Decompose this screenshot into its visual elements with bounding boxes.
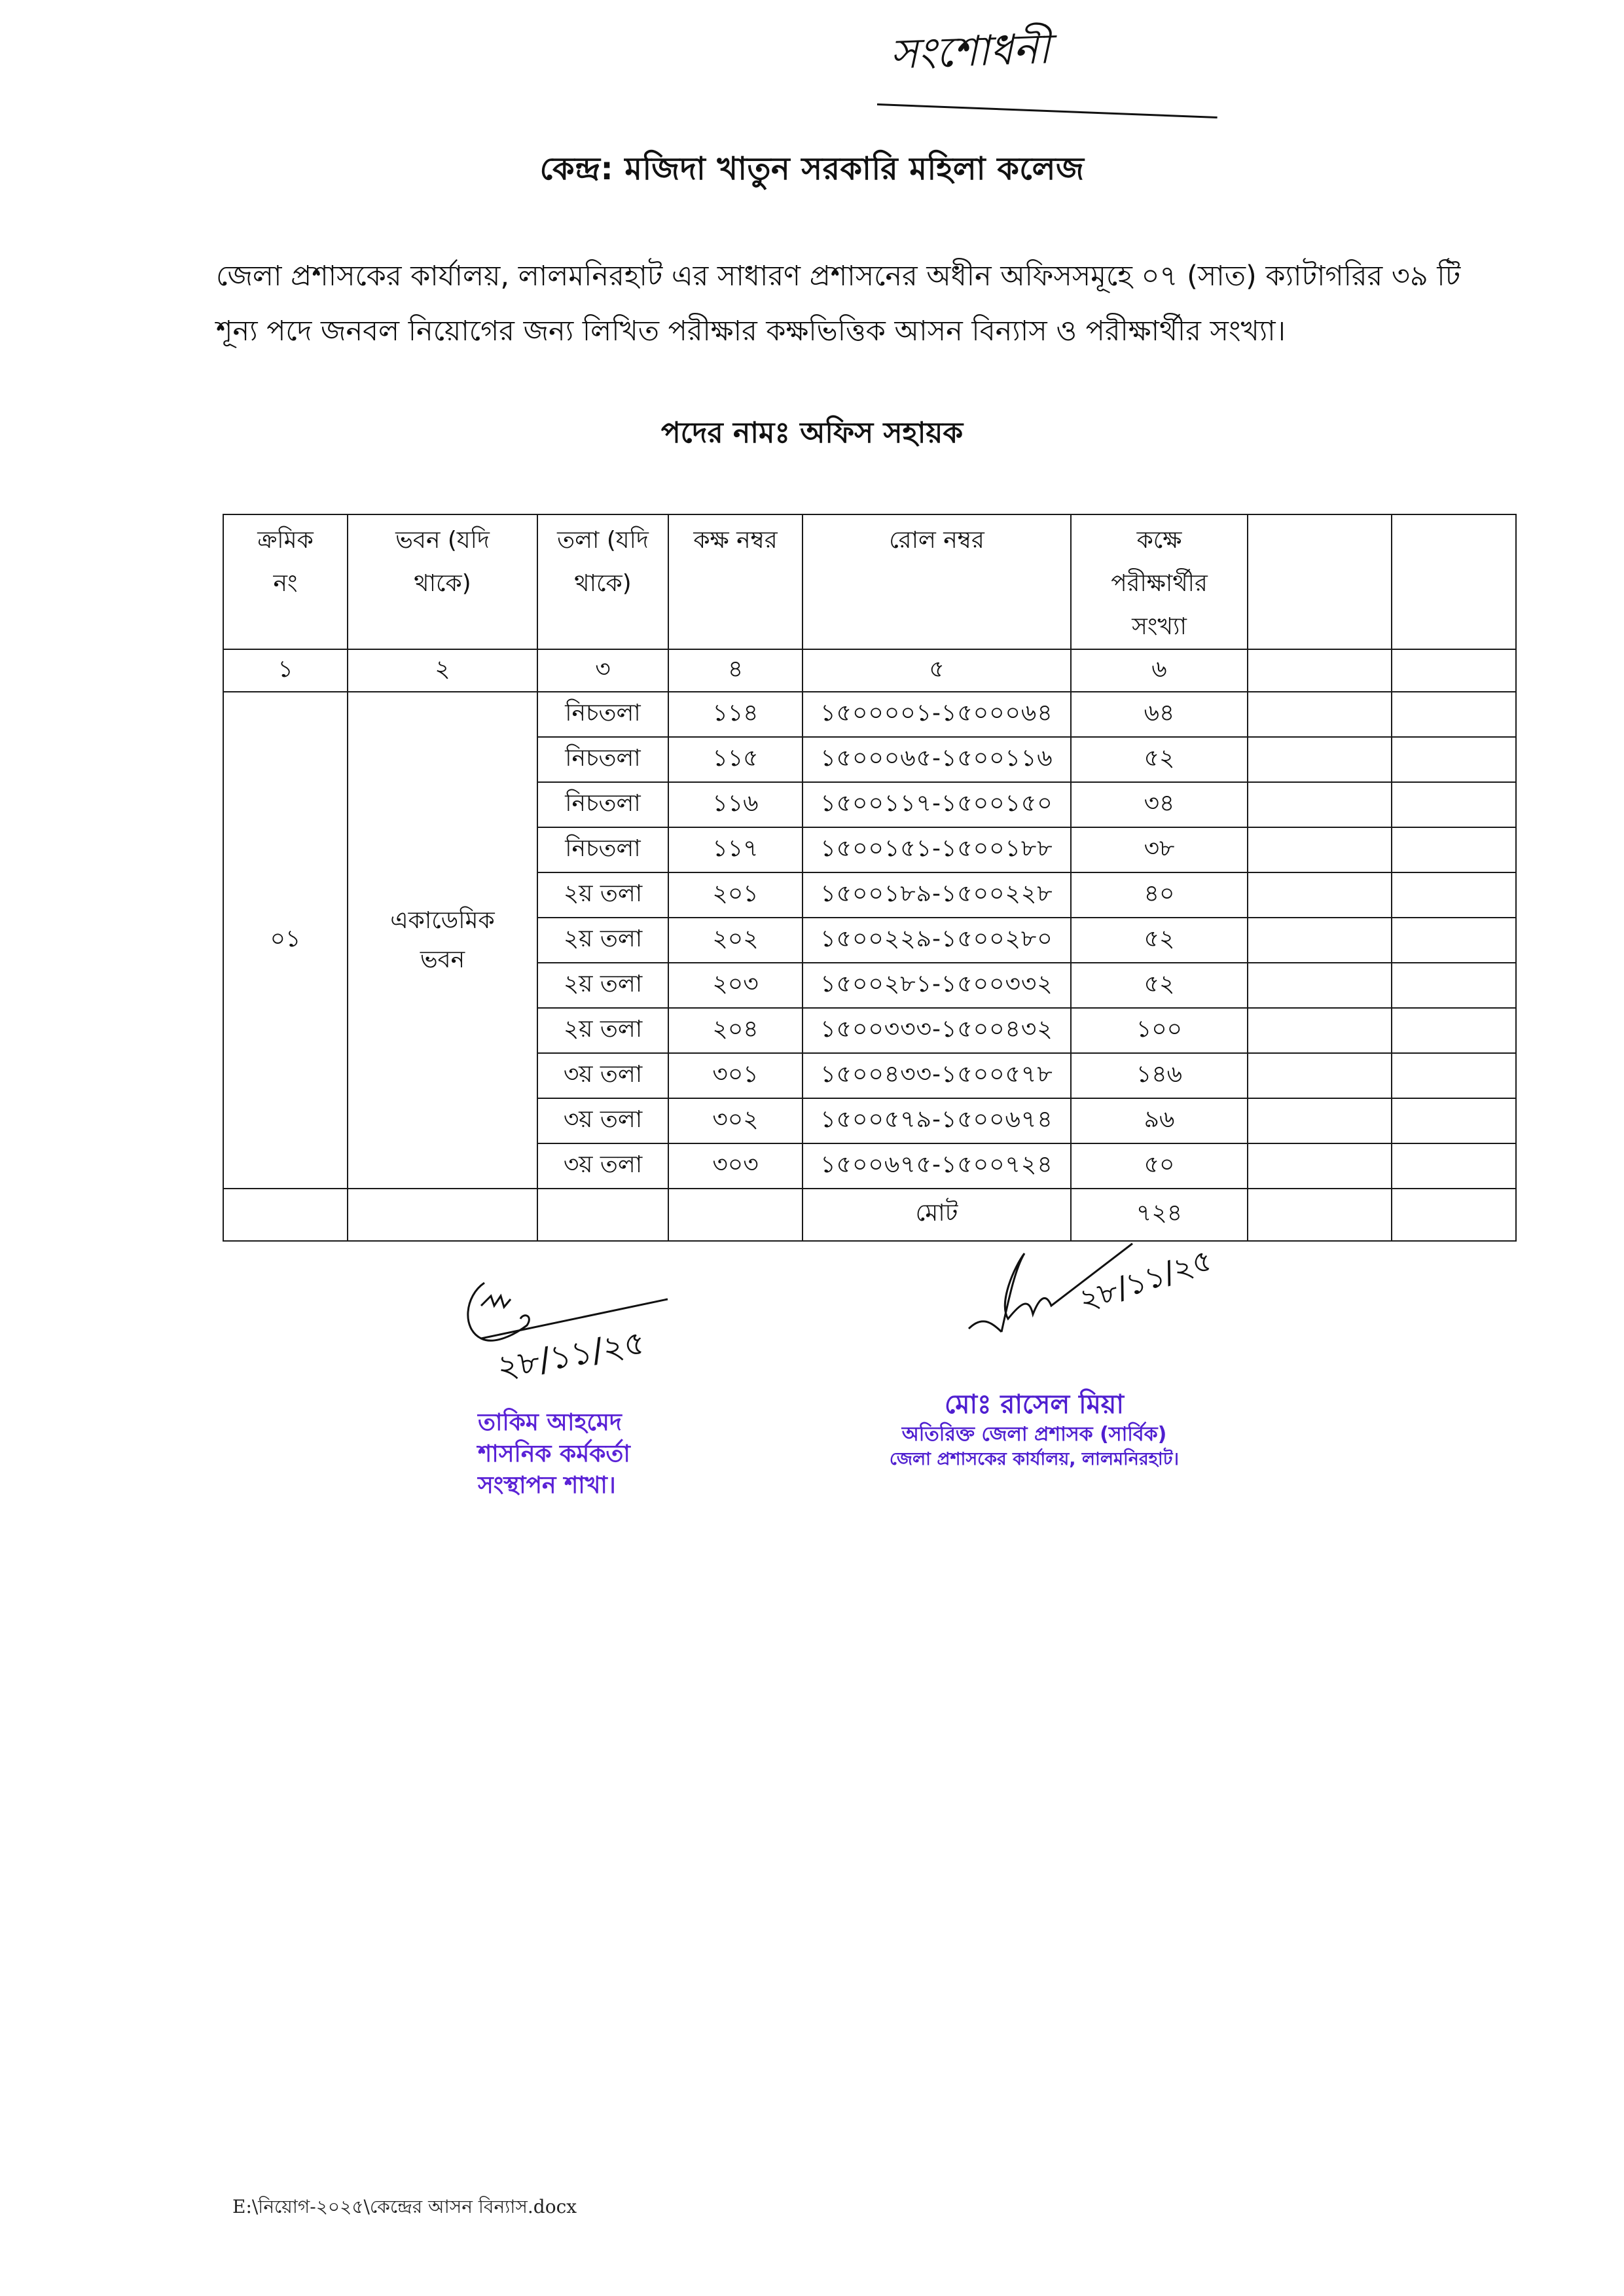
roll-cell: ১৫০০০০১-১৫০০০৬৪ xyxy=(803,692,1071,737)
empty-cell xyxy=(1248,692,1392,737)
floor-cell: ৩য় তলা xyxy=(537,1053,668,1098)
empty-cell xyxy=(1248,963,1392,1008)
right-official-stamp xyxy=(864,1388,1204,1471)
count-cell: ১০০ xyxy=(1071,1008,1248,1053)
room-cell: ২০১ xyxy=(668,872,803,918)
floor-cell: নিচতলা xyxy=(537,782,668,827)
count-cell: ৪০ xyxy=(1071,872,1248,918)
empty-cell xyxy=(1248,737,1392,782)
empty-cell xyxy=(1392,1008,1516,1053)
floor-cell: ২য় তলা xyxy=(537,1008,668,1053)
seat-plan-table xyxy=(223,514,1517,1242)
table-body xyxy=(223,692,1516,1189)
left-stamp-line: তাকিম আহমেদ xyxy=(478,1409,622,1436)
roll-cell: ১৫০০৫৭৯-১৫০০৬৭৪ xyxy=(803,1098,1071,1143)
count-cell: ৯৬ xyxy=(1071,1098,1248,1143)
room-cell: ৩০২ xyxy=(668,1098,803,1143)
empty-cell xyxy=(1392,963,1516,1008)
total-row xyxy=(223,1189,1516,1241)
header-serial: ক্রমিক নং xyxy=(223,514,348,649)
floor-cell: ৩য় তলা xyxy=(537,1098,668,1143)
empty-cell xyxy=(1248,918,1392,963)
center-title: কেন্দ্র: মজিদা খাতুন সরকারি মহিলা কলেজ xyxy=(539,151,1085,187)
index-cell: ৩ xyxy=(537,649,668,692)
count-cell: ৩৪ xyxy=(1071,782,1248,827)
floor-cell: ৩য় তলা xyxy=(537,1143,668,1189)
left-signature-date: ২৮/১১/২৫ xyxy=(494,1323,649,1387)
count-cell: ১৪৬ xyxy=(1071,1053,1248,1098)
empty-cell xyxy=(1392,827,1516,872)
table-row xyxy=(223,692,1516,737)
total-empty-cell xyxy=(1248,1189,1392,1241)
column-index-row xyxy=(223,649,1516,692)
stamp-officer-name: মোঃ রাসেল মিয়া xyxy=(945,1390,1124,1420)
empty-cell xyxy=(1392,1143,1516,1189)
right-signature-date: ২৮/১১/২৫ xyxy=(1074,1242,1217,1318)
roll-cell: ১৫০০১১৭-১৫০০১৫০ xyxy=(803,782,1071,827)
total-value: ৭২৪ xyxy=(1071,1189,1248,1241)
total-empty-cell xyxy=(1392,1189,1516,1241)
floor-cell: নিচতলা xyxy=(537,692,668,737)
room-cell: ১১৫ xyxy=(668,737,803,782)
footer-file-path: E:\নিয়োগ-২০২৫\কেন্দ্রের আসন বিন্যাস.docx xyxy=(232,2196,577,2217)
count-cell: ৩৮ xyxy=(1071,827,1248,872)
room-cell: ১১৪ xyxy=(668,692,803,737)
total-empty-cell xyxy=(348,1189,537,1241)
top-annotation-underline xyxy=(877,103,1218,118)
floor-cell: ২য় তলা xyxy=(537,918,668,963)
empty-cell xyxy=(1248,782,1392,827)
header-roll: রোল নম্বর xyxy=(803,514,1071,649)
roll-cell: ১৫০০৬৭৫-১৫০০৭২৪ xyxy=(803,1143,1071,1189)
empty-cell xyxy=(1392,737,1516,782)
count-cell: ৫০ xyxy=(1071,1143,1248,1189)
roll-cell: ১৫০০২৮১-১৫০০৩৩২ xyxy=(803,963,1071,1008)
index-cell: ২ xyxy=(348,649,537,692)
empty-cell xyxy=(1392,872,1516,918)
header-room: কক্ষ নম্বর xyxy=(668,514,803,649)
room-cell: ১১৬ xyxy=(668,782,803,827)
roll-cell: ১৫০০০৬৫-১৫০০১১৬ xyxy=(803,737,1071,782)
floor-cell: ২য় তলা xyxy=(537,872,668,918)
roll-cell: ১৫০০৪৩৩-১৫০০৫৭৮ xyxy=(803,1053,1071,1098)
empty-cell xyxy=(1248,1143,1392,1189)
empty-cell xyxy=(1392,918,1516,963)
left-stamp-line: সংস্থাপন শাখা। xyxy=(478,1472,616,1499)
left-stamp-line: শাসনিক কর্মকর্তা xyxy=(478,1441,630,1467)
empty-cell xyxy=(1392,1098,1516,1143)
serial-cell: ০১ xyxy=(223,692,348,1189)
room-cell: ২০৪ xyxy=(668,1008,803,1053)
empty-cell xyxy=(1392,782,1516,827)
count-cell: ৫২ xyxy=(1071,918,1248,963)
empty-cell xyxy=(1392,692,1516,737)
room-cell: ৩০৩ xyxy=(668,1143,803,1189)
floor-cell: ২য় তলা xyxy=(537,963,668,1008)
table-header-row xyxy=(223,514,1516,649)
empty-cell xyxy=(1392,1053,1516,1098)
empty-cell xyxy=(1248,1008,1392,1053)
roll-cell: ১৫০০৩৩৩-১৫০০৪৩২ xyxy=(803,1008,1071,1053)
index-cell: ১ xyxy=(223,649,348,692)
header-blank-1 xyxy=(1248,514,1392,649)
room-cell: ২০৩ xyxy=(668,963,803,1008)
total-label: মোট xyxy=(803,1189,1071,1241)
header-floor: তলা (যদি থাকে) xyxy=(537,514,668,649)
top-handwritten-annotation xyxy=(864,26,1231,118)
intro-paragraph: জেলা প্রশাসকের কার্যালয়, লালমনিরহাট এর সাধারণ প্রশাসনের অধীন অফিসসমূহে ০৭ (সাত) ক্যাটাগরির ৩৯ টি শূন্য পদে জনবল নিয়োগের জন্য লিখিত পরীক্ষার কক্ষভিত্তিক আসন বিন্যাস ও পরীক্ষার্থীর সংখ্যা। xyxy=(216,260,1461,348)
header-blank-2 xyxy=(1392,514,1516,649)
room-cell: ১১৭ xyxy=(668,827,803,872)
index-cell xyxy=(1248,649,1392,692)
empty-cell xyxy=(1248,1053,1392,1098)
index-cell: ৫ xyxy=(803,649,1071,692)
empty-cell xyxy=(1248,872,1392,918)
top-annotation-text: সংশোধনী xyxy=(889,25,1051,79)
roll-cell: ১৫০০১৮৯-১৫০০২২৮ xyxy=(803,872,1071,918)
building-cell: একাডেমিক ভবন xyxy=(348,692,537,1189)
post-title: পদের নামঃ অফিস সহায়ক xyxy=(660,416,964,450)
header-count: কক্ষে পরীক্ষার্থীর সংখ্যা xyxy=(1071,514,1248,649)
roll-cell: ১৫০০১৫১-১৫০০১৮৮ xyxy=(803,827,1071,872)
floor-cell: নিচতলা xyxy=(537,827,668,872)
count-cell: ৫২ xyxy=(1071,963,1248,1008)
index-cell: ৬ xyxy=(1071,649,1248,692)
left-official-stamp xyxy=(478,1407,792,1501)
total-empty-cell xyxy=(223,1189,348,1241)
room-cell: ২০২ xyxy=(668,918,803,963)
count-cell: ৬৪ xyxy=(1071,692,1248,737)
empty-cell xyxy=(1248,1098,1392,1143)
room-cell: ৩০১ xyxy=(668,1053,803,1098)
roll-cell: ১৫০০২২৯-১৫০০২৮০ xyxy=(803,918,1071,963)
empty-cell xyxy=(1248,827,1392,872)
count-cell: ৫২ xyxy=(1071,737,1248,782)
index-cell xyxy=(1392,649,1516,692)
index-cell: ৪ xyxy=(668,649,803,692)
stamp-office: জেলা প্রশাসকের কার্যালয়, লালমনিরহাট। xyxy=(889,1449,1180,1469)
floor-cell: নিচতলা xyxy=(537,737,668,782)
total-empty-cell xyxy=(537,1189,668,1241)
stamp-designation: অতিরিক্ত জেলা প্রশাসক (সার্বিক) xyxy=(901,1423,1167,1446)
total-empty-cell xyxy=(668,1189,803,1241)
header-building: ভবন (যদি থাকে) xyxy=(348,514,537,649)
